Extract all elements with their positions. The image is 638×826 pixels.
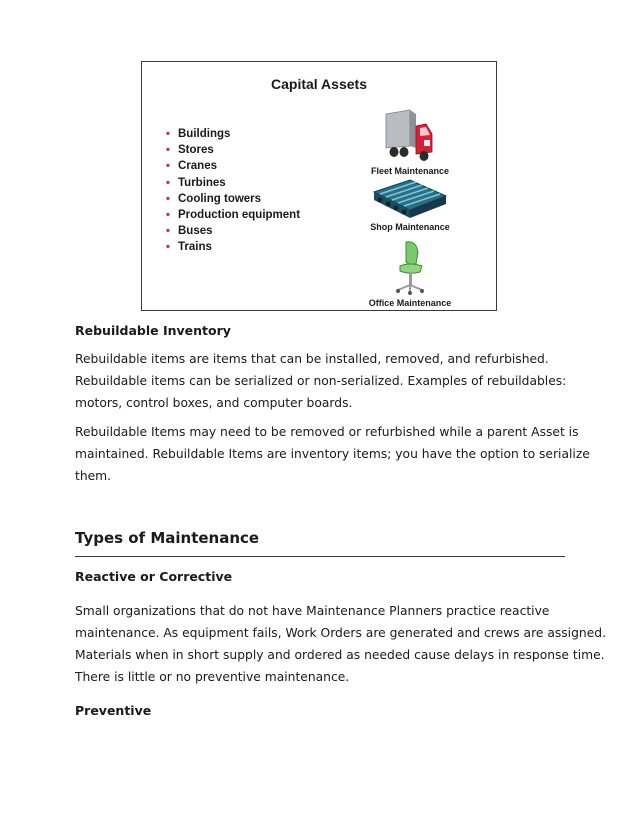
- office-maintenance-label: Office Maintenance: [368, 298, 452, 308]
- capital-assets-figure: [141, 61, 497, 311]
- list-item: • Turbines: [166, 175, 300, 191]
- fleet-maintenance-label: Fleet Maintenance: [370, 166, 450, 176]
- office-chair-icon: [390, 238, 430, 296]
- figure-title: Capital Assets: [271, 76, 367, 92]
- list-item: • Buses: [166, 223, 300, 239]
- section-divider: [75, 556, 565, 557]
- bullet-icon: •: [166, 208, 170, 221]
- list-item: • Production equipment: [166, 207, 300, 223]
- list-item: • Buildings: [166, 126, 300, 142]
- shop-maintenance-label: Shop Maintenance: [370, 222, 450, 232]
- preventive-heading: Preventive: [75, 703, 152, 718]
- types-of-maintenance-heading: Types of Maintenance: [75, 529, 260, 547]
- fleet-maintenance: [355, 108, 465, 176]
- bullet-icon: •: [166, 241, 170, 254]
- reactive-paragraph: Small organizations that do not have Maintenance Planners practice reactive maintenance. As equipment fails, Work Orders are generated and crews are assigned. Materials when in short supply and ordered as needed cause delays in response time. There is little or no preventive maintenance.: [75, 604, 606, 684]
- list-item: • Trains: [166, 239, 300, 255]
- bullet-icon: •: [166, 225, 170, 238]
- office-maintenance: [355, 238, 465, 308]
- bullet-icon: •: [166, 160, 170, 173]
- reactive-heading: Reactive or Corrective: [75, 569, 233, 584]
- bullet-icon: •: [166, 144, 170, 157]
- bullet-icon: •: [166, 192, 170, 205]
- list-item: • Stores: [166, 142, 300, 158]
- list-item: • Cooling towers: [166, 191, 300, 207]
- conveyor-icon: [370, 178, 450, 220]
- truck-icon: [380, 108, 440, 164]
- shop-maintenance: [355, 178, 465, 232]
- rebuildable-paragraph-1: Rebuildable items are items that can be installed, removed, and refurbished. Rebuildable items can be serialized or non-serialized. Examples of rebuildables: motors, control boxes, and computer boards.: [75, 352, 567, 410]
- bullet-icon: •: [166, 128, 170, 140]
- bullet-icon: •: [166, 176, 170, 189]
- rebuildable-heading: Rebuildable Inventory: [75, 323, 231, 338]
- rebuildable-paragraph-2: Rebuildable Items may need to be removed or refurbished while a parent Asset is maintained. Rebuildable Items are inventory items; you have the option to serialize them.: [75, 425, 590, 483]
- asset-list: [166, 126, 300, 256]
- list-item: • Cranes: [166, 158, 300, 174]
